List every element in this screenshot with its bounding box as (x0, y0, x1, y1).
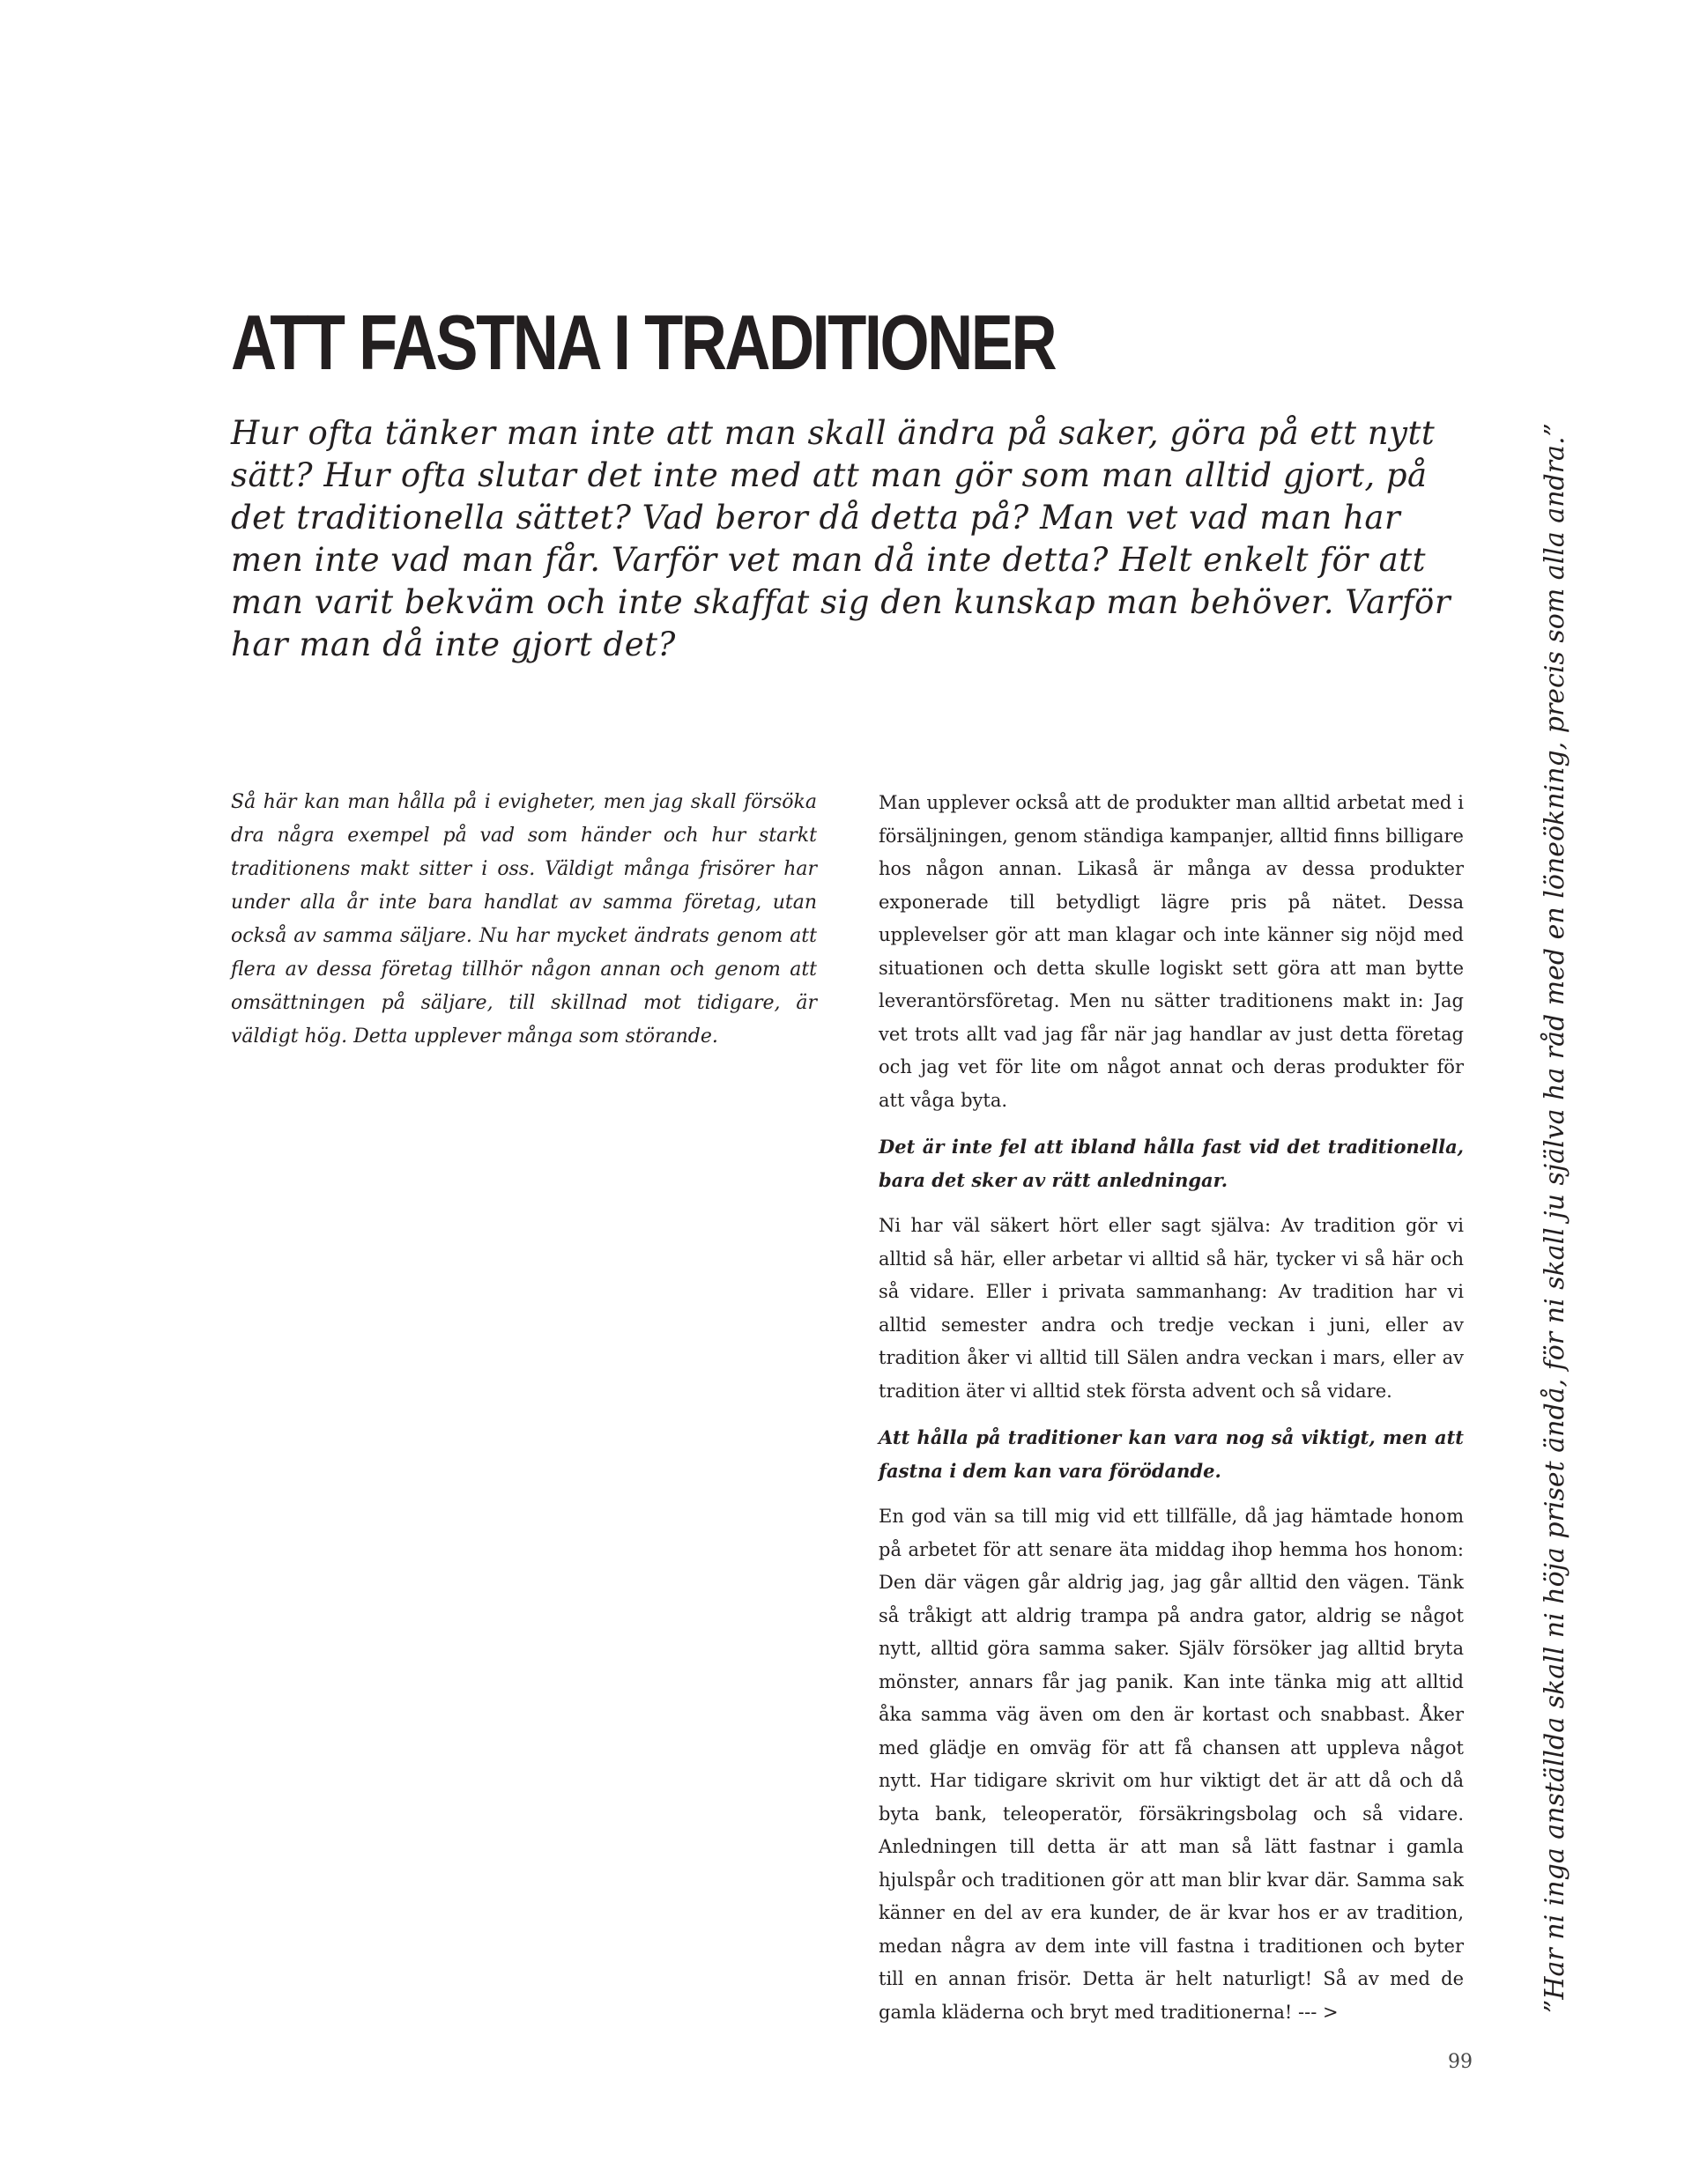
article-intro: Hur ofta tänker man inte att man skall ändra på saker, göra på ett nytt sätt? Hur ofta slutar det inte med att man gör som man alltid gjort, på det traditionella sättet? Vad beror då detta på? Man vet vad man har men inte vad man får. Varför vet man då inte detta? Helt enkelt för att man varit bekväm och inte skaffat sig den kunskap man behöver. Varför har man då inte gjort det? (231, 414, 1451, 663)
right-paragraph-1: Man upplever också att de produkter man alltid arbetat med i försäljningen, genom ständiga kampanjer, alltid finns billigare hos någon annan. Likaså är många av dessa produkter exponerade till betydligt lägre pris på nätet. Dessa upplevelser gör att man klagar och inte känner sig nöjd med situationen och detta skulle logiskt sett göra att man bytte leverantörsföretag. Men nu sätter traditionens makt in: Jag vet trots allt vad jag får när jag handlar av just detta företag och jag vet för lite om något annat och deras produkter för att våga byta. (879, 792, 1464, 1111)
right-paragraph-3: En god vän sa till mig vid ett tillfälle, då jag hämtade honom på arbetet för att senare äta middag ihop hemma hos honom: Den där vägen går aldrig jag, jag går alltid den vägen. Tänk så tråkigt att aldrig trampa på andra gator, aldrig se något nytt, alltid göra samma saker. Själv försöker jag alltid bryta mönster, annars får jag panik. Kan inte tänka mig att alltid åka samma väg även om den är kortast och snabbast. Åker med glädje en omväg för att få chansen att uppleva något nytt. Har tidigare skrivit om hur viktigt det är att då och då byta bank, teleoperatör, försäkringsbolag och så vidare. Anledningen till detta är att man så lätt fastnar i gamla hjulspår och traditionen gör att man blir kvar där. Samma sak känner en del av era kunder, de är kvar hos er av tradition, medan några av dem inte vill fastna i traditionen och byter till en annan frisör. Detta är helt naturligt! Så av med de gamla kläderna och bryt med traditionerna! --- > (879, 1506, 1464, 2023)
emphasis-paragraph-2: Att hålla på traditioner kan vara nog så viktigt, men att fastna i dem kan vara förödande. (879, 1426, 1464, 1482)
right-paragraph-2: Ni har väl säkert hört eller sagt själva: Av tradition gör vi alltid så här, eller arbetar vi alltid så här, tycker vi så här och så vidare. Eller i privata sammanhang: Av tradition har vi alltid semester andra och tredje veckan i juni, eller av tradition åker vi alltid till Sälen andra veckan i mars, eller av tradition äter vi alltid stek första advent och så vidare. (879, 1215, 1464, 1402)
right-column (879, 787, 1464, 2042)
page-number: 99 (1448, 2051, 1473, 2073)
left-column-text: Så här kan man hålla på i evigheter, men jag skall försöka dra några exempel på vad som händer och hur starkt traditionens makt sitter i oss. Väldigt många frisörer har under alla år inte bara handlat av samma företag, utan också av samma säljare. Nu har mycket ändrats genom att flera av dessa företag tillhör någon annan och genom att omsättningen på säljare, till skillnad mot tidigare, är väldigt hög. Detta upplever många som störande. (231, 791, 817, 1048)
side-quote: ”Har ni inga anställda skall ni höja priset ändå, för ni skall ju själva ha råd med en löneökning, precis som alla andra.” (1540, 423, 1570, 2013)
article-title: ATT FASTNA I TRADITIONER (231, 299, 1056, 386)
emphasis-paragraph-1: Det är inte fel att ibland hålla fast vid det traditionella, bara det sker av rätt anledningar. (879, 1136, 1464, 1191)
